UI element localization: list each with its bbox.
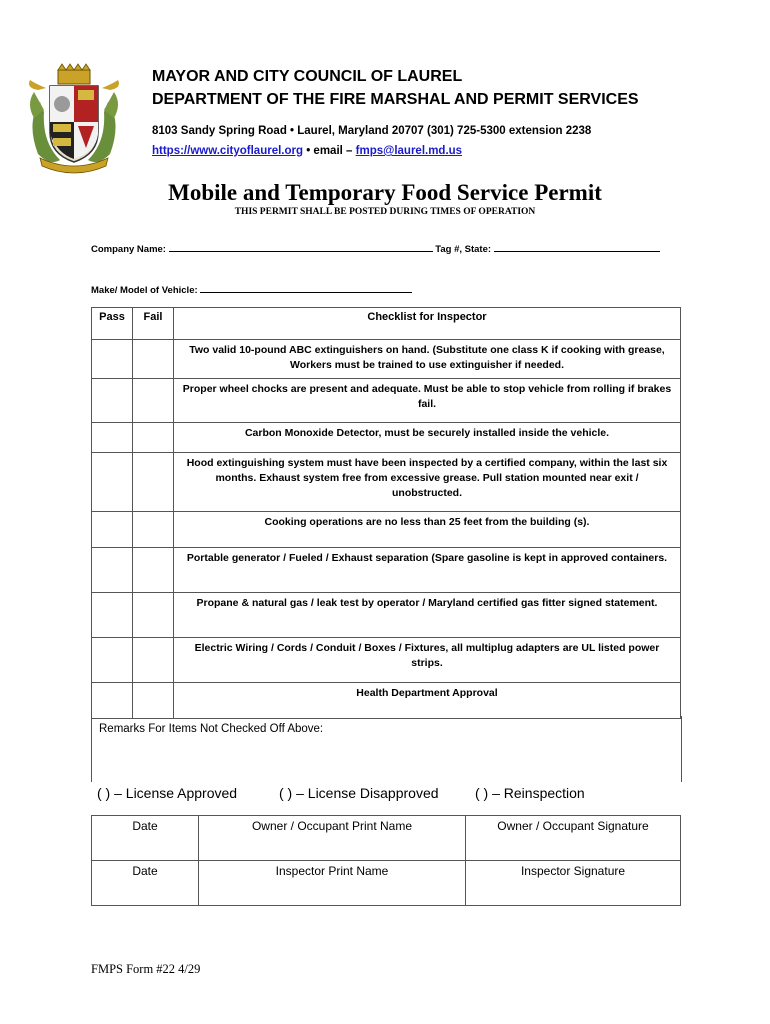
pass-cell[interactable] <box>92 453 133 512</box>
table-row <box>92 861 681 906</box>
fail-cell[interactable] <box>133 638 174 683</box>
form-subtitle: THIS PERMIT SHALL BE POSTED DURING TIMES OF OPERATION <box>234 207 536 217</box>
inspector-checklist <box>91 307 681 719</box>
fail-cell[interactable] <box>133 548 174 593</box>
website-link[interactable]: https://www.cityoflaurel.org <box>152 145 303 157</box>
company-name-label: Company Name: <box>91 244 166 255</box>
fail-cell[interactable] <box>133 512 174 548</box>
checklist-item: Proper wheel chocks are present and adequate. Must be able to stop vehicle from rolling if brakes fail. <box>174 379 681 423</box>
fail-cell[interactable] <box>133 340 174 379</box>
form-id: FMPS Form #22 4/29 <box>91 962 201 976</box>
pass-cell[interactable] <box>92 340 133 379</box>
table-row <box>92 548 681 593</box>
license-approved-option[interactable]: ( ) – License Approved <box>97 785 238 801</box>
tag-state-field[interactable] <box>494 242 660 252</box>
fail-cell[interactable] <box>133 683 174 719</box>
company-name-field[interactable] <box>169 242 433 252</box>
checklist-header: Checklist for Inspector <box>174 308 681 340</box>
tag-state-label: Tag #, State: <box>435 244 492 255</box>
inspector-date-cell[interactable]: Date <box>92 861 199 906</box>
owner-signature-cell[interactable]: Owner / Occupant Signature <box>466 816 681 861</box>
organization-name: MAYOR AND CITY COUNCIL OF LAUREL <box>152 68 463 85</box>
vehicle-label: Make/ Model of Vehicle: <box>91 285 198 296</box>
company-row <box>91 242 660 255</box>
owner-date-cell[interactable]: Date <box>92 816 199 861</box>
pass-header: Pass <box>92 308 133 340</box>
checklist-item: Two valid 10-pound ABC extinguishers on hand. (Substitute one class K if cooking with grease, Workers must be trained to use extinguisher if needed. <box>174 340 681 379</box>
email-link[interactable]: fmps@laurel.md.us <box>355 145 463 157</box>
inspector-signature-cell[interactable]: Inspector Signature <box>466 861 681 906</box>
table-row <box>92 638 681 683</box>
contact-line <box>152 145 462 157</box>
table-row <box>92 453 681 512</box>
table-row <box>92 379 681 423</box>
city-seal-icon <box>20 62 128 174</box>
owner-print-name-cell[interactable]: Owner / Occupant Print Name <box>199 816 466 861</box>
pass-cell[interactable] <box>92 593 133 638</box>
email-label: • email – <box>306 145 353 157</box>
checklist-item: Cooking operations are no less than 25 feet from the building (s). <box>174 512 681 548</box>
pass-cell[interactable] <box>92 423 133 453</box>
pass-cell[interactable] <box>92 638 133 683</box>
pass-cell[interactable] <box>92 683 133 719</box>
checklist-item: Propane & natural gas / leak test by operator / Maryland certified gas fitter signed statement. <box>174 593 681 638</box>
fail-cell[interactable] <box>133 593 174 638</box>
vehicle-field[interactable] <box>200 283 412 293</box>
form-title: Mobile and Temporary Food Service Permit <box>168 180 602 205</box>
checklist-item: Health Department Approval <box>174 683 681 719</box>
vehicle-row <box>91 283 412 296</box>
table-row <box>92 340 681 379</box>
table-row <box>92 512 681 548</box>
checklist-item: Electric Wiring / Cords / Conduit / Boxes / Fixtures, all multiplug adapters are UL listed power strips. <box>174 638 681 683</box>
department-name: DEPARTMENT OF THE FIRE MARSHAL AND PERMIT SERVICES <box>152 91 639 108</box>
table-row <box>92 423 681 453</box>
remarks-box[interactable] <box>91 716 682 782</box>
checklist-item: Hood extinguishing system must have been inspected by a certified company, within the last six months. Exhaust system free from excessive grease. Pull station mounted near exit / unobstructed. <box>174 453 681 512</box>
fail-cell[interactable] <box>133 453 174 512</box>
pass-cell[interactable] <box>92 548 133 593</box>
checklist-item: Portable generator / Fueled / Exhaust separation (Spare gasoline is kept in approved containers. <box>174 548 681 593</box>
table-row <box>92 683 681 719</box>
fail-header: Fail <box>133 308 174 340</box>
inspector-print-name-cell[interactable]: Inspector Print Name <box>199 861 466 906</box>
address-line: 8103 Sandy Spring Road • Laurel, Maryland 20707 (301) 725-5300 extension 2238 <box>152 125 592 137</box>
remarks-label: Remarks For Items Not Checked Off Above: <box>99 723 324 735</box>
signature-table <box>91 815 681 906</box>
table-row <box>92 593 681 638</box>
table-row <box>92 816 681 861</box>
pass-cell[interactable] <box>92 379 133 423</box>
license-disapproved-option[interactable]: ( ) – License Disapproved <box>279 785 439 801</box>
checklist-item: Carbon Monoxide Detector, must be securely installed inside the vehicle. <box>174 423 681 453</box>
fail-cell[interactable] <box>133 423 174 453</box>
reinspection-option[interactable]: ( ) – Reinspection <box>475 785 585 801</box>
fail-cell[interactable] <box>133 379 174 423</box>
pass-cell[interactable] <box>92 512 133 548</box>
